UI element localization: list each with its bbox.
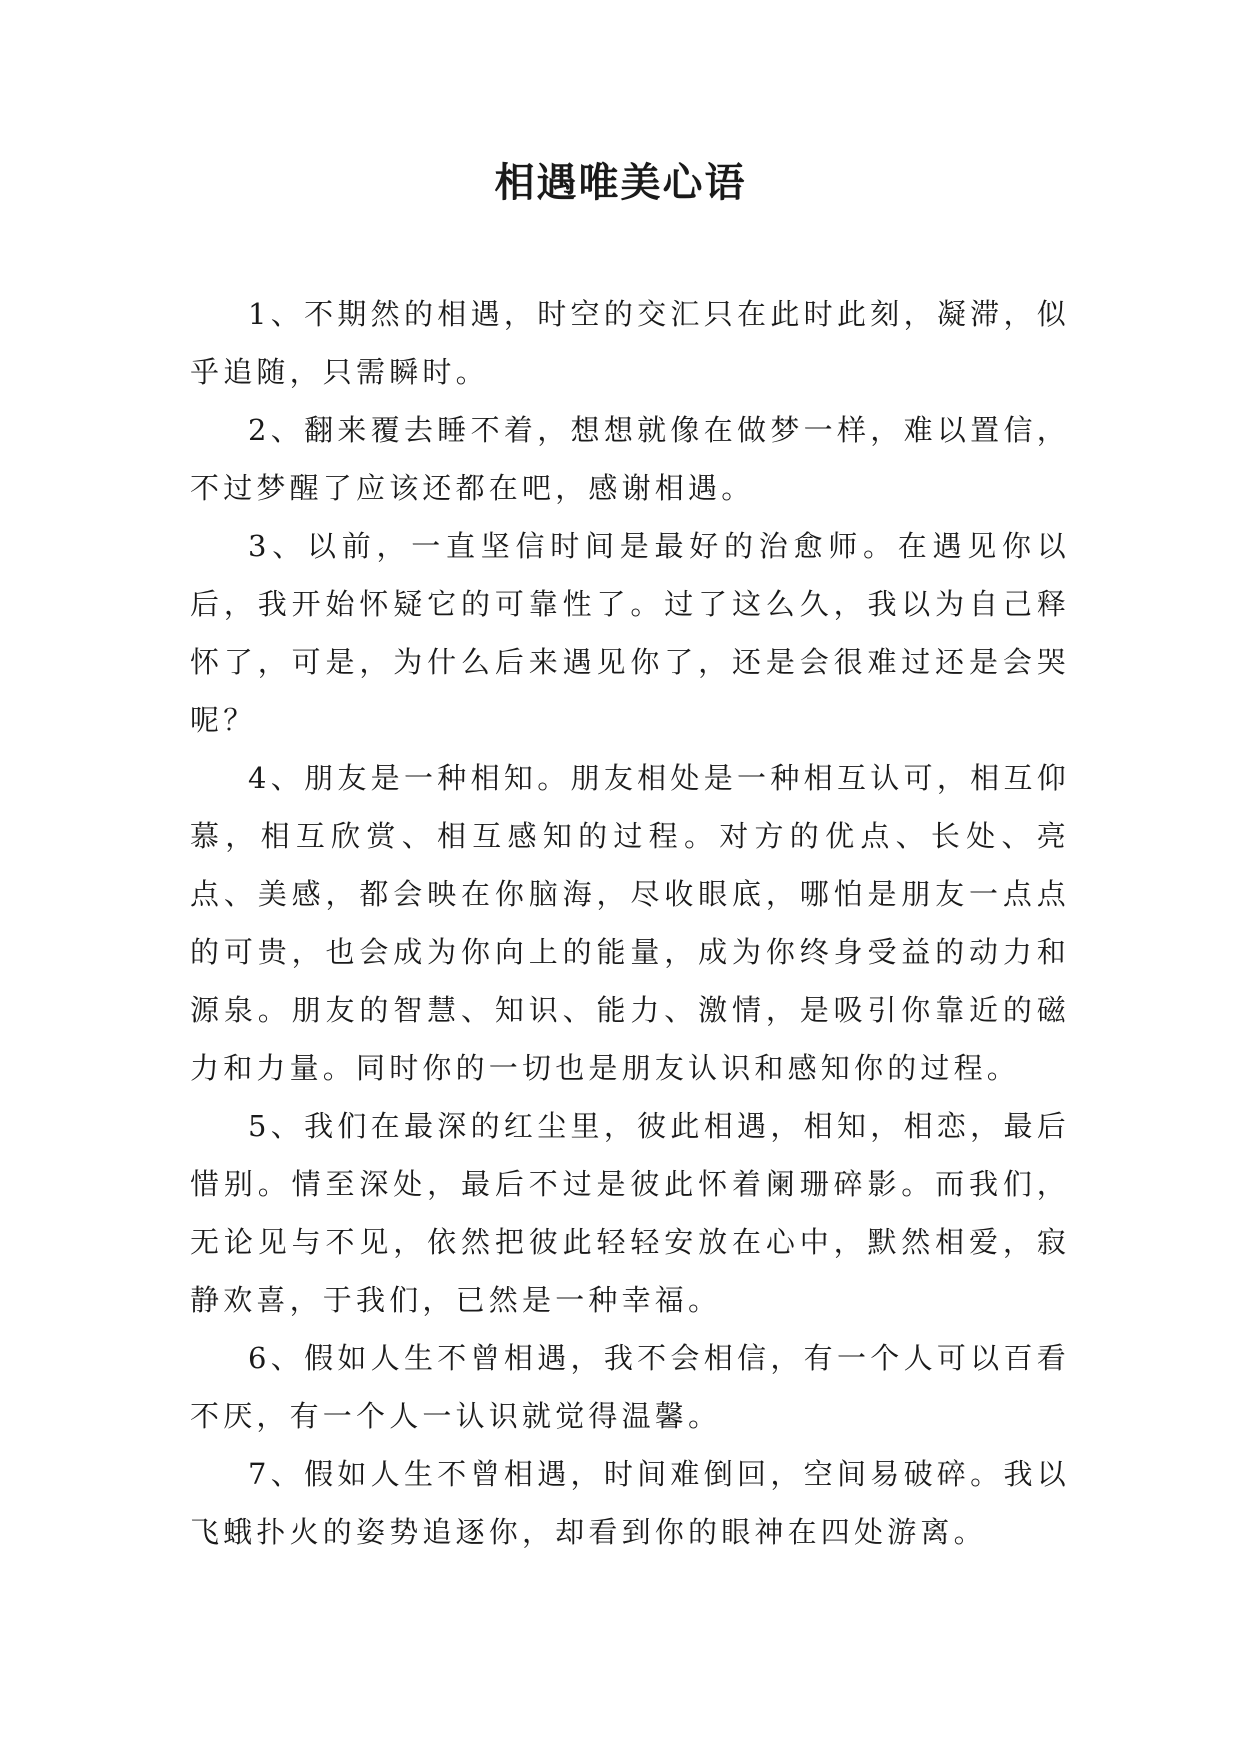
paragraph-4: 4、朋友是一种相知。朋友相处是一种相互认可，相互仰慕，相互欣赏、相互感知的过程。对方的优点、长处、亮点、美感，都会映在你脑海，尽收眼底，哪怕是朋友一点点的可贵，也会成为你向上的能量，成为你终身受益的动力和源泉。朋友的智慧、知识、能力、激情，是吸引你靠近的磁力和力量。同时你的一切也是朋友认识和感知你的过程。 <box>190 761 1070 1085</box>
paragraph-3: 3、以前，一直坚信时间是最好的治愈师。在遇见你以后，我开始怀疑它的可靠性了。过了这么久，我以为自己释怀了，可是，为什么后来遇见你了，还是会很难过还是会哭呢？ <box>190 529 1070 737</box>
document-title: 相遇唯美心语 <box>494 159 747 206</box>
paragraph-6: 6、假如人生不曾相遇，我不会相信，有一个人可以百看不厌，有一个人一认识就觉得温馨。 <box>190 1341 1070 1433</box>
document-body <box>190 285 1070 1561</box>
paragraph-7: 7、假如人生不曾相遇，时间难倒回，空间易破碎。我以飞蛾扑火的姿势追逐你，却看到你的眼神在四处游离。 <box>190 1457 1070 1549</box>
paragraph-1: 1、不期然的相遇，时空的交汇只在此时此刻，凝滞，似乎追随，只需瞬时。 <box>190 297 1070 389</box>
paragraph-2: 2、翻来覆去睡不着，想想就像在做梦一样，难以置信，不过梦醒了应该还都在吧，感谢相遇。 <box>190 413 1070 505</box>
paragraph-5: 5、我们在最深的红尘里，彼此相遇，相知，相恋，最后惜别。情至深处，最后不过是彼此怀着阑珊碎影。而我们，无论见与不见，依然把彼此轻轻安放在心中，默然相爱，寂静欢喜，于我们，已然是一种幸福。 <box>190 1109 1070 1317</box>
